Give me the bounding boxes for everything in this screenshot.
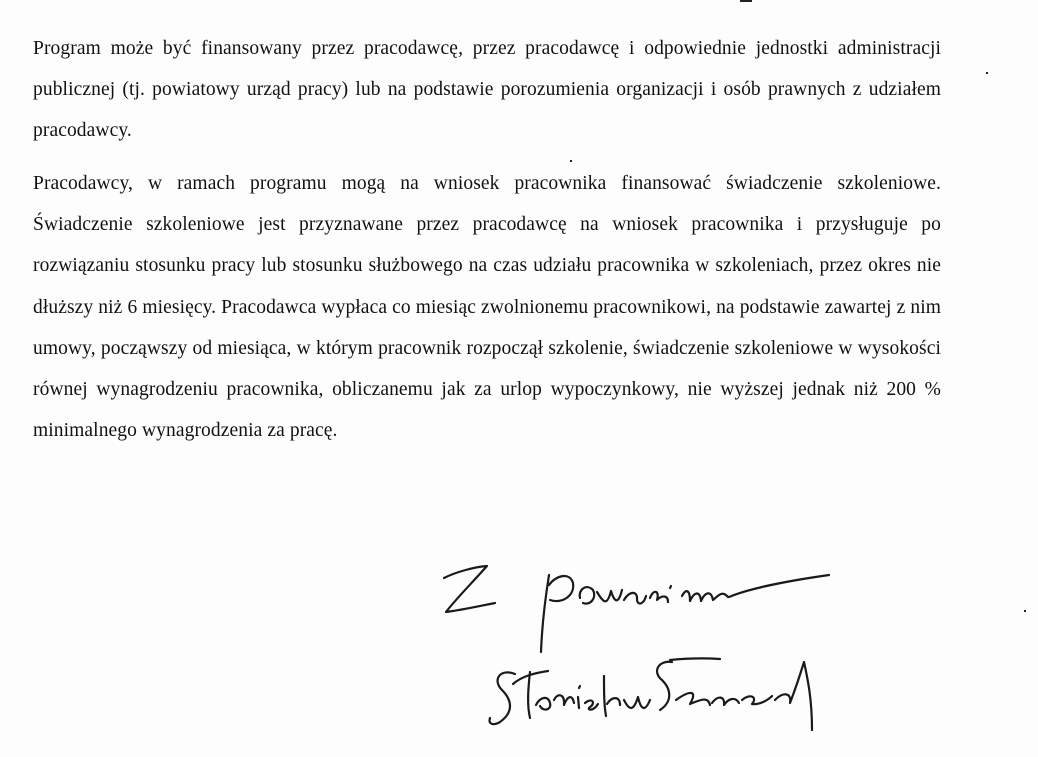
scan-speck bbox=[570, 160, 572, 162]
scan-mark-top bbox=[740, 0, 752, 2]
scan-speck bbox=[986, 72, 988, 74]
scan-speck bbox=[1024, 610, 1026, 612]
paragraph-training-benefit: Pracodawcy, w ramach programu mogą na wniosek pracownika finansować świadczenie szkoleniowe. Świadczenie szkoleniowe jest przyznawane przez pracodawcę na wniosek pracownika i przysługuje po rozwiązaniu stosunku pracy lub stosunku służbowego na czas udziału pracownika w szkoleniach, przez okres nie dłuższy niż 6 miesięcy. Pracodawca wypłaca co miesiąc zwolnionemu pracownikowi, na podstawie zawartej z nim umowy, począwszy od miesiąca, w którym pracownik rozpoczął szkolenie, świadczenie szkoleniowe w wysokości równej wynagrodzeniu pracownika, obliczanemu jak za urlop wypoczynkowy, nie wyższej jednak niż 200 % minimalnego wynagrodzenia za pracę. bbox=[33, 173, 941, 442]
paragraph-funding: Program może być finansowany przez pracodawcę, przez pracodawcę i odpowiednie jednostki administracji publicznej (tj. powiatowy urząd pracy) lub na podstawie porozumienia organizacji i osób prawnych z udziałem pracodawcy. bbox=[33, 38, 941, 142]
